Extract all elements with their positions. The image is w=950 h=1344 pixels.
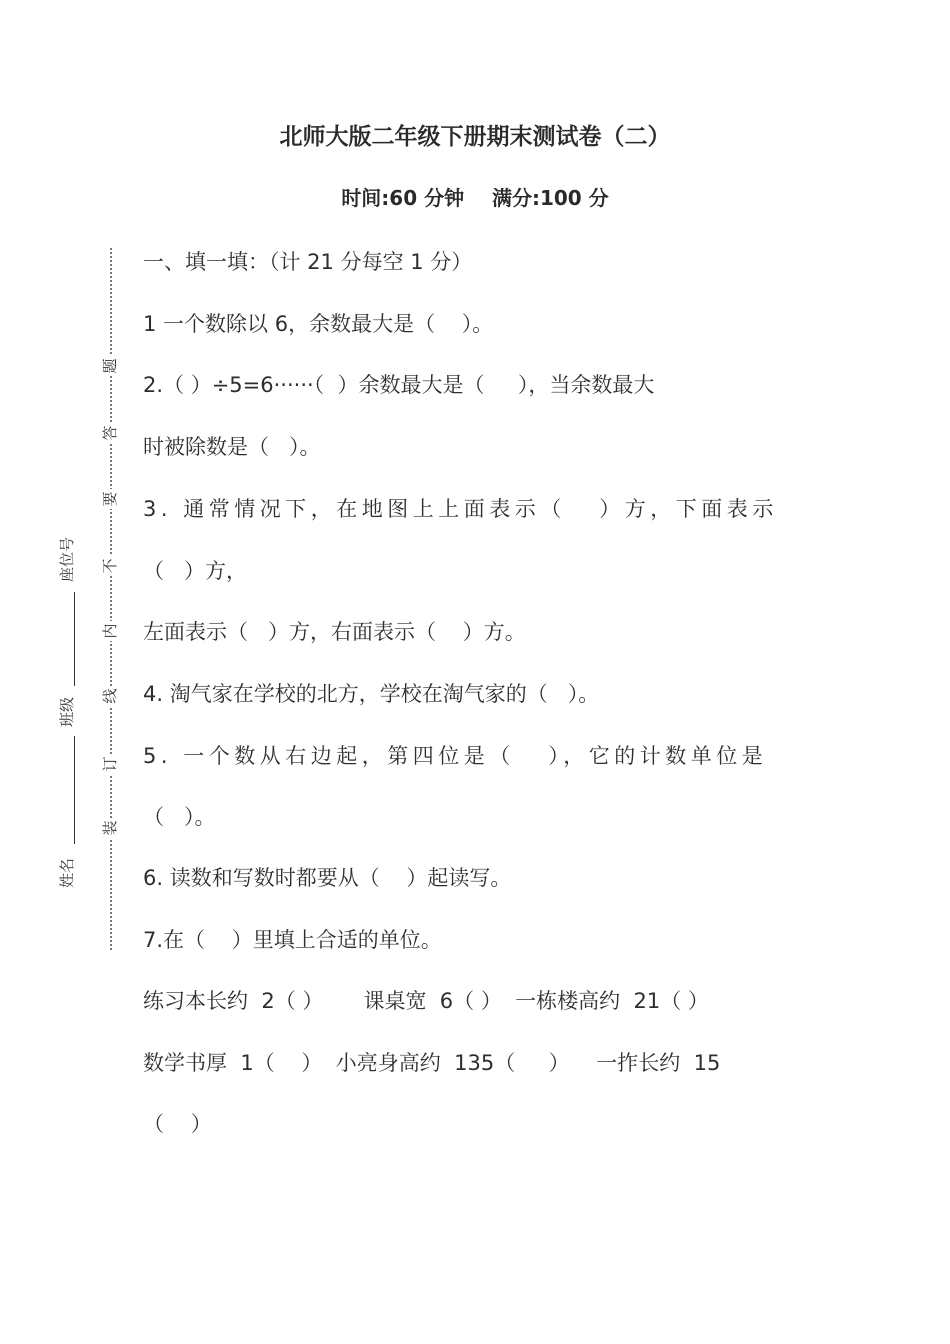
section-heading: 一、填一填：（计 21 分每空 1 分） xyxy=(143,250,473,274)
question-line: 1 一个数除以 6，余数最大是（ ）。 xyxy=(143,312,494,336)
question-line: 练习本长约 2（ ） 课桌宽 6（ ） 一栋楼高约 21（ ） xyxy=(143,989,709,1013)
binding-dotted-line xyxy=(110,248,112,950)
seat-number-blank xyxy=(74,592,75,686)
binding-char: 要 xyxy=(100,489,120,509)
class-label: 班级 xyxy=(58,696,76,727)
name-label: 姓名 xyxy=(58,857,76,888)
question-line: 5. 一个数从右边起，第四位是（ ），它的计数单位是 xyxy=(143,744,768,768)
question-line: 时被除数是（ ）。 xyxy=(143,435,321,459)
binding-char: 订 xyxy=(100,754,120,774)
binding-char: 不 xyxy=(100,556,120,576)
binding-char: 线 xyxy=(100,686,120,706)
question-line: （ ）。 xyxy=(143,805,216,829)
question-line: 左面表示（ ）方，右面表示（ ）方。 xyxy=(143,620,526,644)
question-line: （ ） xyxy=(143,1112,212,1136)
page-title: 北师大版二年级下册期末测试卷（二） xyxy=(279,124,671,150)
question-line: 3. 通常情况下，在地图上上面表示（ ）方，下面表示 xyxy=(143,497,778,521)
class-blank xyxy=(74,736,75,844)
binding-char: 答 xyxy=(100,423,120,443)
question-line: 4. 淘气家在学校的北方，学校在淘气家的（ ）。 xyxy=(143,682,600,706)
binding-char: 装 xyxy=(100,818,120,838)
binding-char: 题 xyxy=(100,356,120,376)
question-line: 6. 读数和写数时都要从（ ）起读写。 xyxy=(143,866,512,890)
question-line: 数学书厚 1（ ） 小亮身高约 135（ ） 一拃长约 15 xyxy=(143,1051,721,1075)
question-line: （ ）方， xyxy=(143,559,248,583)
seat-number-label: 座位号 xyxy=(58,536,76,582)
question-line: 7.在（ ）里填上合适的单位。 xyxy=(143,928,442,952)
binding-char: 内 xyxy=(100,621,120,641)
exam-info: 时间:60 分钟 满分:100 分 xyxy=(341,186,609,210)
question-line: 2.（ ）÷5=6······（ ）余数最大是（ ），当余数最大 xyxy=(143,373,655,397)
